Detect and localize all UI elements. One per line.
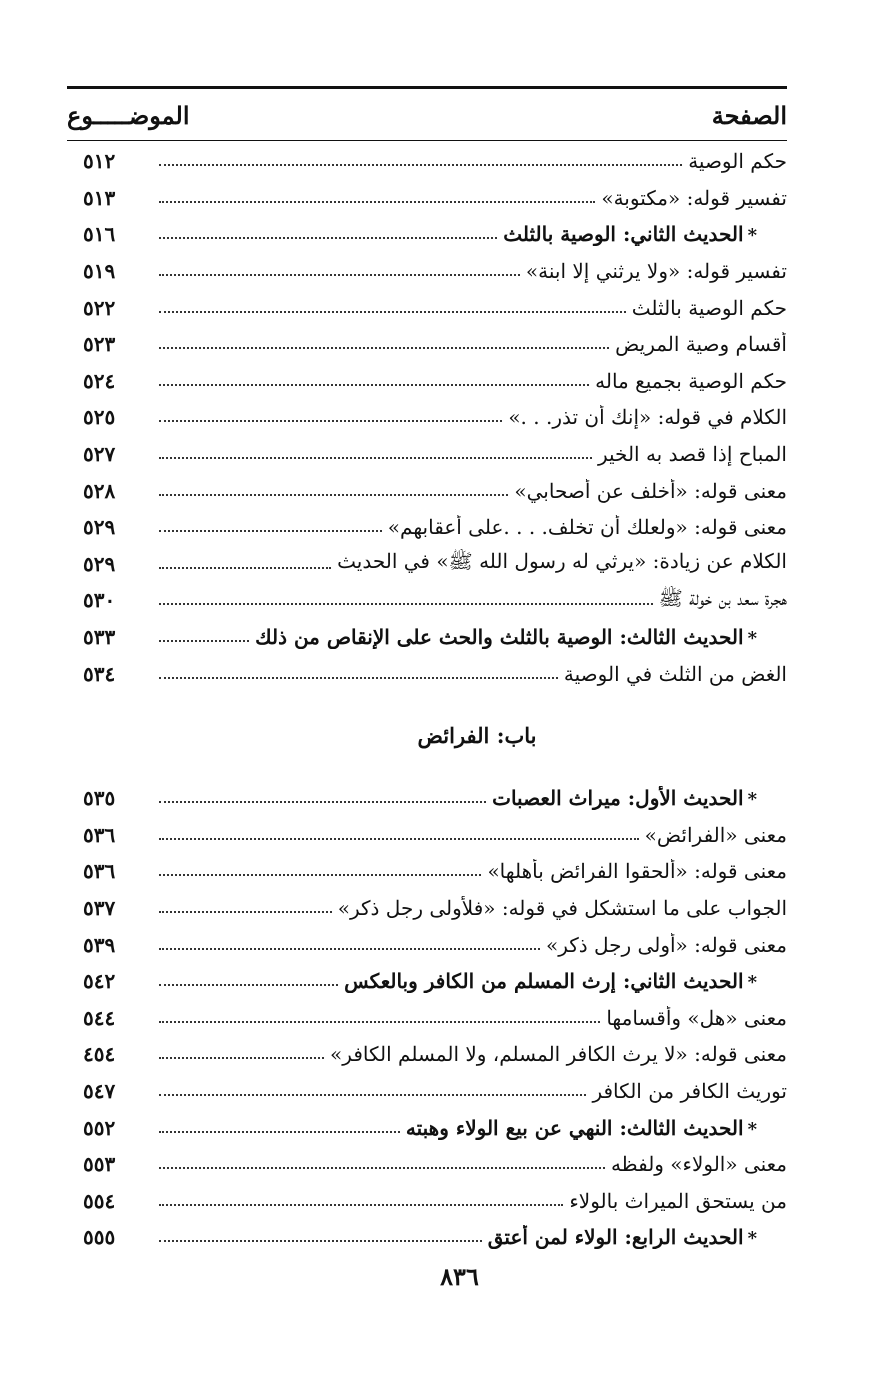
toc-entry: [159, 259, 787, 283]
toc-entry-text: حكم الوصية: [688, 149, 787, 174]
toc-row: [67, 216, 787, 253]
toc-entry: [159, 332, 787, 356]
dot-leader: [159, 838, 639, 840]
toc-entry: [159, 969, 787, 993]
toc-page-number: ٥٥٢: [83, 1115, 116, 1140]
section-heading: [67, 692, 787, 780]
toc-page-number: ٥٣٠: [83, 588, 116, 613]
toc-entry: [159, 823, 787, 847]
toc-page-number: ٥٣٤: [83, 661, 116, 686]
bullet-star-icon: *: [747, 972, 757, 994]
bullet-star-icon: *: [747, 628, 757, 650]
dot-leader: [159, 311, 626, 313]
toc-row: [67, 817, 787, 854]
dot-leader: [159, 1204, 563, 1206]
dot-leader: [159, 530, 382, 532]
toc-header: [67, 92, 787, 138]
toc-entry-text: أقسام وصية المريض: [615, 332, 787, 357]
dot-leader: [159, 201, 595, 203]
toc-page-number: ٥٣٩: [83, 932, 116, 957]
toc-entry: [159, 222, 787, 246]
toc-row: [67, 619, 787, 656]
dot-leader: [159, 384, 589, 386]
toc-entry: [159, 149, 787, 173]
toc-entry-title: [653, 586, 787, 615]
bullet-star-icon: *: [747, 1228, 757, 1250]
toc-entry: [159, 369, 787, 393]
toc-entry-title: [682, 149, 787, 173]
toc-entry: [159, 1152, 787, 1176]
section-title: باب: الفرائض: [417, 723, 537, 749]
toc-page-number: ٥٢٥: [83, 405, 116, 430]
dot-leader: [159, 494, 508, 496]
page-column-label: الصفحة: [711, 100, 787, 130]
toc-entry-text: حكم الوصية بالثلث: [631, 295, 787, 320]
toc-entry-title: [605, 1152, 787, 1176]
toc-page-number: ٥٤٧: [83, 1078, 116, 1103]
toc-entry-title: [595, 186, 787, 210]
dot-leader: [159, 1240, 482, 1242]
toc-page-number: ٥٥٣: [83, 1152, 116, 1177]
toc-entry-title: [508, 479, 787, 503]
bullet-star-icon: *: [747, 225, 757, 247]
dot-leader: [159, 603, 653, 605]
toc-entry-text: الحديث الثاني: إرث المسلم من الكافر وبالعكس: [344, 969, 744, 994]
toc-entry-title: [382, 515, 787, 539]
toc-page-number: ٥٢٢: [83, 295, 116, 320]
toc-entry: [159, 479, 787, 503]
toc-page-number: ٥٤٢: [83, 969, 116, 994]
toc-row: [67, 143, 787, 180]
dot-leader: [159, 1131, 400, 1133]
toc-entry-title: [400, 1116, 787, 1140]
dot-leader: [159, 948, 540, 950]
toc-entry: [159, 296, 787, 320]
toc-page-number: ٥٣٥: [83, 786, 116, 811]
toc-entry: [159, 586, 787, 615]
toc-entry: [159, 896, 787, 920]
toc-row: [67, 655, 787, 692]
toc-entry: [159, 1042, 787, 1066]
toc-entry-title: [639, 823, 787, 847]
dot-leader: [159, 457, 592, 459]
toc-entry-text: الحديث الثالث: الوصية بالثلث والحث على الإنقاص من ذلك: [255, 625, 744, 650]
toc-entry: [159, 515, 787, 539]
dot-leader: [159, 984, 338, 986]
dot-leader: [159, 1094, 586, 1096]
topic-column-label: الموضـــــوع: [67, 100, 190, 130]
toc-page-number: ٥٢٨: [83, 478, 116, 503]
toc-entry-title: [589, 369, 787, 393]
toc-group-faraid: [67, 780, 787, 1256]
toc-row: [67, 890, 787, 927]
toc-entry-text: معنى قوله: «أولى رجل ذكر»: [545, 932, 787, 957]
toc-row: [67, 1109, 787, 1146]
dot-leader: [159, 1021, 600, 1023]
toc-page-number: ٥٤٤: [83, 1005, 116, 1030]
toc-group-wasaya: [67, 143, 787, 692]
toc-entry: [159, 933, 787, 957]
bullet-star-icon: *: [747, 1118, 757, 1140]
toc-entry-text: معنى قوله: «لا يرث الكافر المسلم، ولا المسلم الكافر»: [330, 1042, 787, 1067]
toc-page-number: ٥٢٤: [83, 368, 116, 393]
toc-row: [67, 926, 787, 963]
toc-entry: [159, 1116, 787, 1140]
toc-entry-title: [609, 332, 787, 356]
toc-entry-title: [502, 405, 787, 429]
toc-page-number: ٥٢٩: [83, 515, 116, 540]
toc-row: [67, 1182, 787, 1219]
toc-entry-title: [592, 442, 787, 466]
toc-entry: [159, 1079, 787, 1103]
toc-entry: [159, 1189, 787, 1213]
toc-entry-text: الكلام عن زيادة: «يرثي له رسول الله ﷺ» في الحديث: [337, 549, 787, 574]
toc-page-number: ٥٣٦: [83, 859, 116, 884]
toc-row: [67, 546, 787, 583]
toc-entry-text: الحديث الثاني: الوصية بالثلث: [503, 222, 744, 247]
toc-entry-text: الغض من الثلث في الوصية: [563, 661, 787, 686]
toc-entry-title: [626, 296, 787, 320]
toc-entry-text: الحديث الأول: ميراث العصبات: [492, 786, 744, 811]
header-rule: [67, 140, 787, 141]
dot-leader: [159, 874, 481, 876]
toc-entry-text: معنى قوله: «أخلف عن أصحابي»: [514, 478, 787, 503]
toc-row: [67, 1073, 787, 1110]
toc-entry: [159, 786, 787, 810]
toc-entry-text: معنى قوله: «ولعلك أن تخلف. . . .على أعقابهم»: [387, 515, 787, 540]
dot-leader: [159, 801, 486, 803]
toc-row: [67, 399, 787, 436]
toc-entry-title: [563, 1189, 787, 1213]
toc-entry: [159, 859, 787, 883]
dot-leader: [159, 640, 249, 642]
dot-leader: [159, 677, 558, 679]
toc-entry: [159, 405, 787, 429]
toc-entry-text: الجواب على ما استشكل في قوله: «فلأولى رجل ذكر»: [337, 895, 787, 920]
top-rule: [67, 86, 787, 89]
toc-page-number: ٥٣٣: [83, 625, 116, 650]
toc-entry-text: معنى قوله: «ألحقوا الفرائض بأهلها»: [487, 859, 787, 884]
toc-entry-text: معنى «الولاء» ولفظه: [610, 1152, 787, 1177]
toc-row: [67, 180, 787, 217]
toc-entry-title: [486, 786, 787, 810]
toc-entry-text: حكم الوصية بجميع ماله: [595, 368, 787, 393]
toc-entry-title: [540, 933, 787, 957]
toc-row: [67, 853, 787, 890]
toc-entry-text: معنى «الفرائض»: [644, 822, 787, 847]
toc-page-number: ٥٢٩: [83, 551, 116, 576]
toc-entry: [159, 1006, 787, 1030]
toc-entry-title: [520, 259, 787, 283]
toc-row: [67, 999, 787, 1036]
toc-entry-text: تفسير قوله: «ولا يرثني إلا ابنة»: [525, 259, 787, 284]
toc-page-number: ٥١٢: [83, 149, 116, 174]
toc-entry-text: هجرة سعد بن خولة ﷺ: [658, 585, 787, 610]
toc-entry-title: [481, 859, 787, 883]
toc-page-number: ٥٣٧: [83, 895, 116, 920]
toc-entry-text: المباح إذا قصد به الخير: [597, 442, 787, 467]
toc-entry: [159, 662, 787, 686]
toc-entry-title: [586, 1079, 787, 1103]
toc-entry-title: [497, 222, 787, 246]
toc-page-number: ٥١٦: [83, 222, 116, 247]
toc-page-number: ٥٢٧: [83, 442, 116, 467]
toc-row: [67, 1036, 787, 1073]
toc-page-number: ٥٥٤: [83, 1188, 116, 1213]
toc-entry: [159, 442, 787, 466]
toc-entry: [159, 186, 787, 210]
toc-page-number: ٥٥٥: [83, 1225, 116, 1250]
dot-leader: [159, 911, 332, 913]
toc-entry-text: من يستحق الميراث بالولاء: [569, 1188, 787, 1213]
toc-row: [67, 509, 787, 546]
toc-entry-title: [600, 1006, 787, 1030]
toc-row: [67, 582, 787, 619]
toc-page-number: ٥٣٦: [83, 822, 116, 847]
dot-leader: [159, 237, 497, 239]
toc-row: [67, 289, 787, 326]
dot-leader: [159, 274, 520, 276]
page-number: ٨٣٦: [440, 1262, 479, 1291]
dot-leader: [159, 347, 609, 349]
toc-list: [67, 143, 787, 1256]
dot-leader: [159, 1167, 605, 1169]
toc-entry-title: [338, 969, 787, 993]
toc-row: [67, 253, 787, 290]
dot-leader: [159, 567, 331, 569]
toc-entry-text: الحديث الرابع: الولاء لمن أعتق: [487, 1225, 744, 1250]
toc-entry-text: الحديث الثالث: النهي عن بيع الولاء وهبته: [405, 1115, 744, 1140]
toc-entry-title: [331, 549, 787, 578]
toc-row: [67, 963, 787, 1000]
toc-entry: [159, 625, 787, 649]
dot-leader: [159, 420, 502, 422]
dot-leader: [159, 164, 682, 166]
toc-entry-text: الكلام في قوله: «إنك أن تذر. . .»: [508, 405, 787, 430]
toc-row: [67, 1219, 787, 1256]
toc-entry-text: معنى «هل» وأقسامها: [606, 1005, 787, 1030]
toc-row: [67, 472, 787, 509]
toc-row: [67, 326, 787, 363]
toc-page-number: ٥١٩: [83, 259, 116, 284]
dot-leader: [159, 1057, 324, 1059]
toc-entry-title: [249, 625, 787, 649]
toc-row: [67, 436, 787, 473]
toc-page-number: ٤٥٤: [83, 1042, 116, 1067]
toc-entry: [159, 1225, 787, 1249]
toc-page-number: ٥٢٣: [83, 332, 116, 357]
bullet-star-icon: *: [747, 789, 757, 811]
toc-entry-title: [482, 1225, 787, 1249]
toc-entry-text: تفسير قوله: «مكتوبة»: [601, 185, 787, 210]
toc-entry-text: توريث الكافر من الكافر: [592, 1078, 787, 1103]
toc-entry-title: [324, 1042, 787, 1066]
toc-entry: [159, 549, 787, 578]
toc-row: [67, 363, 787, 400]
toc-page-number: ٥١٣: [83, 185, 116, 210]
toc-entry-title: [558, 662, 787, 686]
toc-row: [67, 1146, 787, 1183]
toc-row: [67, 780, 787, 817]
toc-entry-title: [332, 896, 787, 920]
